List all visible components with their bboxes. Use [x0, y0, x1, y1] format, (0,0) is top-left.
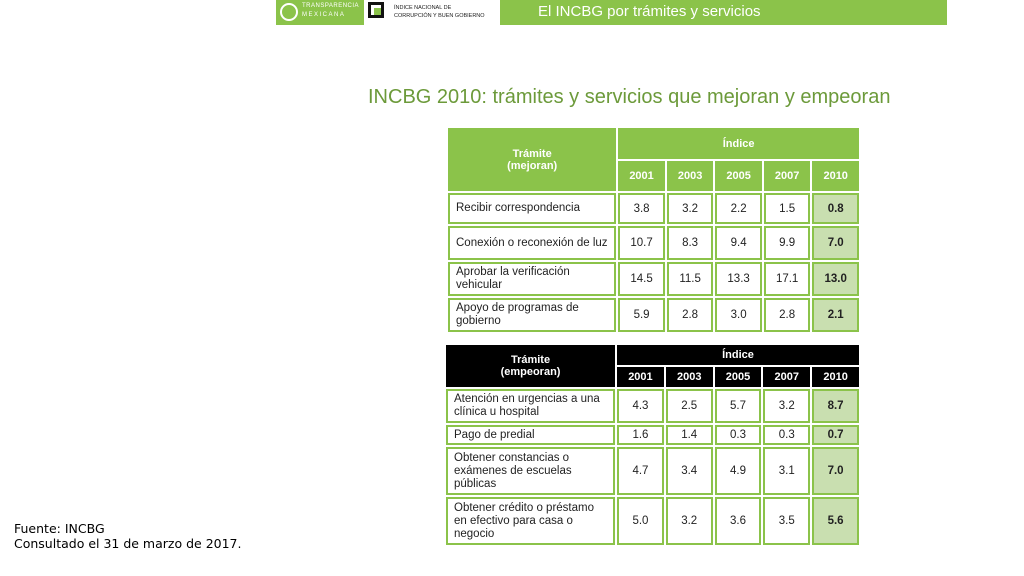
cell-value: 2.2	[715, 193, 762, 224]
header-indice: Índice	[617, 345, 859, 365]
table-mejoran	[446, 126, 861, 334]
cell-value: 2.5	[666, 389, 713, 423]
cell-value: 10.7	[618, 226, 665, 260]
header-tramite-mejoran: Trámite (mejoran)	[448, 128, 616, 191]
year-header: 2001	[618, 161, 665, 191]
cell-value: 5.7	[715, 389, 762, 423]
row-name: Obtener constancias o exámenes de escuelas públicas	[446, 447, 615, 495]
table-row	[448, 298, 859, 332]
year-header: 2010	[812, 161, 859, 191]
cell-value: 4.7	[617, 447, 664, 495]
cell-value: 3.2	[763, 389, 810, 423]
cell-value-2010: 5.6	[812, 497, 859, 545]
cell-value-2010: 7.0	[812, 226, 859, 260]
table-row	[446, 447, 859, 495]
year-header: 2005	[715, 367, 762, 387]
year-header: 2007	[764, 161, 811, 191]
cell-value: 0.3	[715, 425, 762, 445]
square-logo-icon	[368, 2, 384, 18]
header-banner	[276, 0, 947, 25]
header-tramite-empeoran: Trámite (empeoran)	[446, 345, 615, 387]
cell-value-2010: 13.0	[812, 262, 859, 296]
cell-value: 5.9	[618, 298, 665, 332]
cell-value: 11.5	[667, 262, 714, 296]
source-line-1: Fuente: INCBG	[14, 521, 105, 536]
row-name: Conexión o reconexión de luz	[448, 226, 616, 260]
cell-value: 4.9	[715, 447, 762, 495]
logo-tm-line2: MEXICANA	[302, 12, 346, 18]
cell-value-2010: 8.7	[812, 389, 859, 423]
header-title: El INCBG por trámites y servicios	[538, 3, 761, 20]
cell-value: 3.0	[715, 298, 762, 332]
table-row	[448, 262, 859, 296]
table-row	[446, 389, 859, 423]
cell-value: 9.4	[715, 226, 762, 260]
table-row	[448, 226, 859, 260]
row-name: Atención en urgencias a una clínica u hospital	[446, 389, 615, 423]
slide-title: INCBG 2010: trámites y servicios que mejoran y empeoran	[368, 86, 891, 108]
cell-value: 1.6	[617, 425, 664, 445]
cell-value: 3.2	[666, 497, 713, 545]
cell-value: 13.3	[715, 262, 762, 296]
cell-value: 9.9	[764, 226, 811, 260]
cell-value: 8.3	[667, 226, 714, 260]
cell-value: 3.1	[763, 447, 810, 495]
logo-tm-line1: TRANSPARENCIA	[302, 3, 360, 9]
row-name: Recibir correspondencia	[448, 193, 616, 224]
cell-value: 3.8	[618, 193, 665, 224]
table-row	[446, 497, 859, 545]
table-row	[446, 425, 859, 445]
year-header: 2003	[666, 367, 713, 387]
cell-value: 3.2	[667, 193, 714, 224]
row-name: Obtener crédito o préstamo en efectivo para casa o negocio	[446, 497, 615, 545]
cell-value: 2.8	[667, 298, 714, 332]
row-name: Pago de predial	[446, 425, 615, 445]
cell-value: 14.5	[618, 262, 665, 296]
logo-incbg-line1: ÍNDICE NACIONAL DE	[394, 5, 452, 11]
cell-value: 1.4	[666, 425, 713, 445]
source-note	[14, 521, 241, 551]
year-header: 2010	[812, 367, 859, 387]
row-name: Apoyo de programas de gobierno	[448, 298, 616, 332]
year-header: 2003	[667, 161, 714, 191]
cell-value-2010: 0.7	[812, 425, 859, 445]
incbg-logo	[364, 0, 500, 25]
year-header: 2005	[715, 161, 762, 191]
cell-value-2010: 2.1	[812, 298, 859, 332]
cell-value: 3.6	[715, 497, 762, 545]
cell-value-2010: 0.8	[812, 193, 859, 224]
logo-incbg-line2: CORRUPCIÓN Y BUEN GOBIERNO	[394, 13, 485, 19]
source-line-2: Consultado el 31 de marzo de 2017.	[14, 536, 242, 551]
row-name: Aprobar la verificación vehicular	[448, 262, 616, 296]
cell-value: 17.1	[764, 262, 811, 296]
cell-value: 0.3	[763, 425, 810, 445]
year-header: 2007	[763, 367, 810, 387]
cell-value: 3.4	[666, 447, 713, 495]
table-empeoran	[444, 343, 861, 547]
header-indice: Índice	[618, 128, 859, 159]
cell-value: 3.5	[763, 497, 810, 545]
circle-logo-icon	[280, 3, 298, 21]
transparencia-mexicana-logo	[276, 0, 361, 25]
cell-value: 1.5	[764, 193, 811, 224]
cell-value: 2.8	[764, 298, 811, 332]
table-row	[448, 193, 859, 224]
cell-value-2010: 7.0	[812, 447, 859, 495]
cell-value: 4.3	[617, 389, 664, 423]
year-header: 2001	[617, 367, 664, 387]
cell-value: 5.0	[617, 497, 664, 545]
